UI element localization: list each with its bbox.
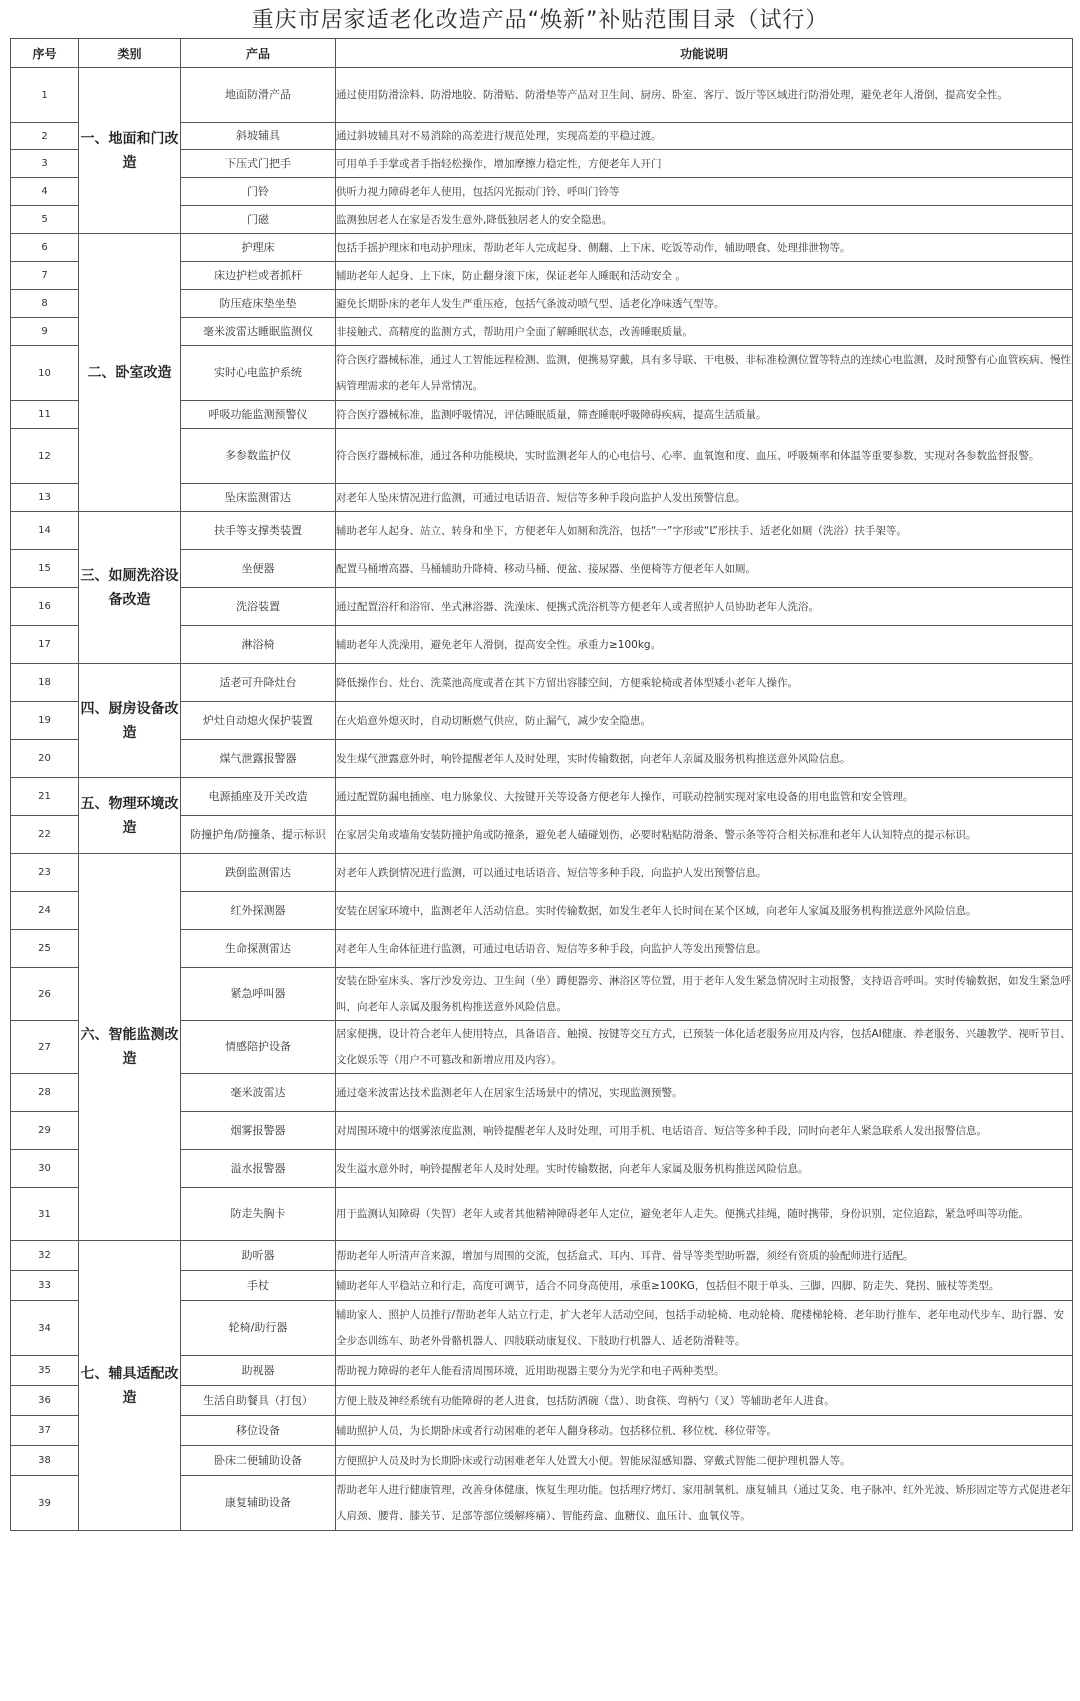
function-description: 在家居尖角或墙角安装防撞护角或防撞条，避免老人磕碰划伤，必要时粘贴防滑条、警示条等符合相关标准和老年人认知特点的提示标识。 (336, 816, 1073, 854)
function-description: 辅助老年人平稳站立和行走，高度可调节，适合不同身高使用，承重≥100KG，包括但不限于单头、三脚、四脚、防走失、凳拐、腋杖等类型。 (336, 1271, 1073, 1301)
function-description: 方便照护人员及时为长期卧床或行动困难老年人处置大小便。智能尿湿感知器、穿戴式智能二便护理机器人等。 (336, 1446, 1073, 1476)
product-name: 坐便器 (181, 550, 336, 588)
row-number: 6 (11, 234, 79, 262)
catalog-table (10, 38, 1073, 1531)
row-number: 12 (11, 429, 79, 484)
product-name: 跌倒监测雷达 (181, 854, 336, 892)
product-name: 红外探测器 (181, 892, 336, 930)
row-number: 23 (11, 854, 79, 892)
function-description: 辅助照护人员，为长期卧床或者行动困难的老年人翻身移动。包括移位机、移位枕、移位带等。 (336, 1416, 1073, 1446)
function-description: 安装在居家环境中，监测老年人活动信息。实时传输数据，如发生老年人长时间在某个区域，向老年人家属及服务机构推送意外风险信息。 (336, 892, 1073, 930)
row-number: 29 (11, 1112, 79, 1150)
product-name: 紧急呼叫器 (181, 968, 336, 1021)
function-description: 辅助老年人洗澡用，避免老年人滑倒，提高安全性。承重力≥100kg。 (336, 626, 1073, 664)
function-description: 发生煤气泄露意外时，响铃提醒老年人及时处理，实时传输数据，向老年人亲属及服务机构推送意外风险信息。 (336, 740, 1073, 778)
table-row (11, 512, 1073, 550)
function-description: 降低操作台、灶台、洗菜池高度或者在其下方留出容膝空间，方便乘轮椅或者体型矮小老年人操作。 (336, 664, 1073, 702)
function-description: 通过斜坡辅具对不易消除的高差进行规范处理，实现高差的平稳过渡。 (336, 123, 1073, 150)
product-name: 淋浴椅 (181, 626, 336, 664)
function-description: 通过配置防漏电插座、电力脉象仪、大按键开关等设备方便老年人操作，可联动控制实现对家电设备的用电监管和安全管理。 (336, 778, 1073, 816)
catalog-body (11, 68, 1073, 1531)
product-name: 门铃 (181, 178, 336, 206)
header-no: 序号 (11, 39, 79, 68)
product-name: 毫米波雷达睡眠监测仪 (181, 318, 336, 346)
row-number: 1 (11, 68, 79, 123)
row-number: 9 (11, 318, 79, 346)
function-description: 对老年人跌倒情况进行监测，可以通过电话语音、短信等多种手段，向监护人发出预警信息。 (336, 854, 1073, 892)
table-row (11, 234, 1073, 262)
row-number: 8 (11, 290, 79, 318)
row-number: 11 (11, 401, 79, 429)
row-number: 27 (11, 1021, 79, 1074)
table-row (11, 854, 1073, 892)
header-description: 功能说明 (336, 39, 1073, 68)
product-name: 防走失胸卡 (181, 1188, 336, 1241)
category-cell: 三、如厕洗浴设备改造 (79, 512, 181, 664)
row-number: 36 (11, 1386, 79, 1416)
product-name: 斜坡辅具 (181, 123, 336, 150)
function-description: 对老年人生命体征进行监测，可通过电话语音、短信等多种手段，向监护人等发出预警信息。 (336, 930, 1073, 968)
row-number: 7 (11, 262, 79, 290)
product-name: 助视器 (181, 1356, 336, 1386)
product-name: 生活自助餐具（打包） (181, 1386, 336, 1416)
function-description: 通过使用防滑涂料、防滑地胶、防滑贴、防滑垫等产品对卫生间、厨房、卧室、客厅、饭厅等区域进行防滑处理，避免老年人滑倒，提高安全性。 (336, 68, 1073, 123)
row-number: 17 (11, 626, 79, 664)
row-number: 15 (11, 550, 79, 588)
function-description: 用于监测认知障碍（失智）老年人或者其他精神障碍老年人定位，避免老年人走失。便携式挂绳，随时携带，身份识别，定位追踪，紧急呼叫等功能。 (336, 1188, 1073, 1241)
product-name: 呼吸功能监测预警仪 (181, 401, 336, 429)
product-name: 地面防滑产品 (181, 68, 336, 123)
product-name: 轮椅/助行器 (181, 1301, 336, 1356)
function-description: 安装在卧室床头、客厅沙发旁边、卫生间（坐）蹲便器旁、淋浴区等位置，用于老年人发生紧急情况时主动报警，支持语音呼叫。实时传输数据，如发生紧急呼叫，向老年人亲属及服务机构推送意外风险信息。 (336, 968, 1073, 1021)
row-number: 19 (11, 702, 79, 740)
category-cell: 五、物理环境改造 (79, 778, 181, 854)
product-name: 助听器 (181, 1241, 336, 1271)
row-number: 16 (11, 588, 79, 626)
row-number: 25 (11, 930, 79, 968)
product-name: 电源插座及开关改造 (181, 778, 336, 816)
function-description: 符合医疗器械标准，通过人工智能远程检测、监测，便携易穿戴，具有多导联、干电极、非标准检测位置等特点的连续心电监测，及时预警有心血管疾病、慢性病管理需求的老年人异常情况。 (336, 346, 1073, 401)
row-number: 2 (11, 123, 79, 150)
product-name: 移位设备 (181, 1416, 336, 1446)
product-name: 手杖 (181, 1271, 336, 1301)
product-name: 康复辅助设备 (181, 1476, 336, 1531)
function-description: 对周围环境中的烟雾浓度监测，响铃提醒老年人及时处理，可用手机、电话语音、短信等多种手段，同时向老年人紧急联系人发出报警信息。 (336, 1112, 1073, 1150)
function-description: 通过配置浴杆和浴帘、坐式淋浴器、洗澡床、便携式洗浴机等方便老年人或者照护人员协助老年人洗浴。 (336, 588, 1073, 626)
product-name: 床边护栏或者抓杆 (181, 262, 336, 290)
row-number: 32 (11, 1241, 79, 1271)
category-cell: 二、卧室改造 (79, 234, 181, 512)
header-row (11, 39, 1073, 68)
row-number: 26 (11, 968, 79, 1021)
function-description: 对老年人坠床情况进行监测，可通过电话语音、短信等多种手段向监护人发出预警信息。 (336, 484, 1073, 512)
table-row (11, 778, 1073, 816)
product-name: 毫米波雷达 (181, 1074, 336, 1112)
row-number: 31 (11, 1188, 79, 1241)
function-description: 居家便携，设计符合老年人使用特点，具备语音、触摸、按键等交互方式，已预装一体化适老服务应用及内容，包括AI健康、养老服务、兴趣教学、视听节目、文化娱乐等（用户不可篡改和新增应用及内容）。 (336, 1021, 1073, 1074)
product-name: 煤气泄露报警器 (181, 740, 336, 778)
category-cell: 四、厨房设备改造 (79, 664, 181, 778)
product-name: 生命探测雷达 (181, 930, 336, 968)
function-description: 发生溢水意外时，响铃提醒老年人及时处理。实时传输数据，向老年人家属及服务机构推送风险信息。 (336, 1150, 1073, 1188)
row-number: 28 (11, 1074, 79, 1112)
function-description: 帮助老年人听清声音来源，增加与周围的交流，包括盒式、耳内、耳背、骨导等类型助听器，须经有资质的验配师进行适配。 (336, 1241, 1073, 1271)
header-category: 类别 (79, 39, 181, 68)
category-cell: 一、地面和门改造 (79, 68, 181, 234)
product-name: 溢水报警器 (181, 1150, 336, 1188)
product-name: 下压式门把手 (181, 150, 336, 178)
row-number: 37 (11, 1416, 79, 1446)
function-description: 非接触式、高精度的监测方式，帮助用户全面了解睡眠状态，改善睡眠质量。 (336, 318, 1073, 346)
function-description: 监测独居老人在家是否发生意外,降低独居老人的安全隐患。 (336, 206, 1073, 234)
function-description: 供听力视力障碍老年人使用，包括闪光振动门铃、呼叫门铃等 (336, 178, 1073, 206)
row-number: 34 (11, 1301, 79, 1356)
row-number: 22 (11, 816, 79, 854)
row-number: 14 (11, 512, 79, 550)
product-name: 门磁 (181, 206, 336, 234)
function-description: 避免长期卧床的老年人发生严重压疮，包括气条波动喷气型、适老化净味透气型等。 (336, 290, 1073, 318)
function-description: 方便上肢及神经系统有功能障碍的老人进食，包括防洒碗（盘）、助食筷、弯柄勺（叉）等辅助老年人进食。 (336, 1386, 1073, 1416)
row-number: 18 (11, 664, 79, 702)
product-name: 防撞护角/防撞条、提示标识 (181, 816, 336, 854)
product-name: 坠床监测雷达 (181, 484, 336, 512)
row-number: 38 (11, 1446, 79, 1476)
function-description: 在火焰意外熄灭时，自动切断燃气供应，防止漏气，减少安全隐患。 (336, 702, 1073, 740)
product-name: 情感陪护设备 (181, 1021, 336, 1074)
product-name: 炉灶自动熄火保护装置 (181, 702, 336, 740)
header-product: 产品 (181, 39, 336, 68)
function-description: 配置马桶增高器、马桶辅助升降椅、移动马桶、便盆、接尿器、坐便椅等方便老年人如厕。 (336, 550, 1073, 588)
row-number: 33 (11, 1271, 79, 1301)
row-number: 10 (11, 346, 79, 401)
row-number: 30 (11, 1150, 79, 1188)
function-description: 包括手摇护理床和电动护理床，帮助老年人完成起身、侧翻、上下床、吃饭等动作，辅助喂食、处理排泄物等。 (336, 234, 1073, 262)
row-number: 35 (11, 1356, 79, 1386)
document-title: 重庆市居家适老化改造产品“焕新”补贴范围目录（试行） (251, 8, 829, 33)
function-description: 符合医疗器械标准，通过各种功能模块，实时监测老年人的心电信号、心率、血氧饱和度、血压、呼吸频率和体温等重要参数，实现对各参数监督报警。 (336, 429, 1073, 484)
row-number: 3 (11, 150, 79, 178)
category-cell: 六、智能监测改造 (79, 854, 181, 1241)
table-row (11, 664, 1073, 702)
function-description: 辅助老年人起身、站立、转身和坐下，方便老年人如厕和洗浴，包括“一”字形或“L”形扶手、适老化如厕（洗浴）扶手架等。 (336, 512, 1073, 550)
product-name: 洗浴装置 (181, 588, 336, 626)
row-number: 4 (11, 178, 79, 206)
function-description: 帮助视力障碍的老年人能看清周围环境，近用助视器主要分为光学和电子两种类型。 (336, 1356, 1073, 1386)
product-name: 扶手等支撑类装置 (181, 512, 336, 550)
product-name: 烟雾报警器 (181, 1112, 336, 1150)
function-description: 帮助老年人进行健康管理，改善身体健康，恢复生理功能。包括理疗烤灯、家用制氧机、康复辅具（通过艾灸、电子脉冲、红外光波、矫形固定等方式促进老年人肩颈、腰背、膝关节、足部等部位缓解疼痛）、智能药盒、血糖仪、血压计、血氧仪等。 (336, 1476, 1073, 1531)
function-description: 通过毫米波雷达技术监测老年人在居家生活场景中的情况，实现监测预警。 (336, 1074, 1073, 1112)
product-name: 卧床二便辅助设备 (181, 1446, 336, 1476)
row-number: 20 (11, 740, 79, 778)
row-number: 39 (11, 1476, 79, 1531)
function-description: 可用单手手掌或者手指轻松操作，增加摩擦力稳定性，方便老年人开门 (336, 150, 1073, 178)
row-number: 5 (11, 206, 79, 234)
product-name: 适老可升降灶台 (181, 664, 336, 702)
function-description: 符合医疗器械标准，监测呼吸情况，评估睡眠质量，筛查睡眠呼吸障碍疾病，提高生活质量。 (336, 401, 1073, 429)
function-description: 辅助家人、照护人员推行/帮助老年人站立行走，扩大老年人活动空间，包括手动轮椅、电动轮椅、爬楼梯轮椅、老年助行推车、老年电动代步车、助行器、安全步态训练车、助老外骨骼机器人、四肢联动康复仪、下肢助行机器人、适老防滑鞋等。 (336, 1301, 1073, 1356)
product-name: 多参数监护仪 (181, 429, 336, 484)
table-row (11, 1241, 1073, 1271)
product-name: 实时心电监护系统 (181, 346, 336, 401)
row-number: 24 (11, 892, 79, 930)
product-name: 防压疮床垫坐垫 (181, 290, 336, 318)
category-cell: 七、辅具适配改造 (79, 1241, 181, 1531)
table-row (11, 68, 1073, 123)
product-name: 护理床 (181, 234, 336, 262)
row-number: 21 (11, 778, 79, 816)
row-number: 13 (11, 484, 79, 512)
function-description: 辅助老年人起身、上下床，防止翻身滚下床，保证老年人睡眠和活动安全 。 (336, 262, 1073, 290)
